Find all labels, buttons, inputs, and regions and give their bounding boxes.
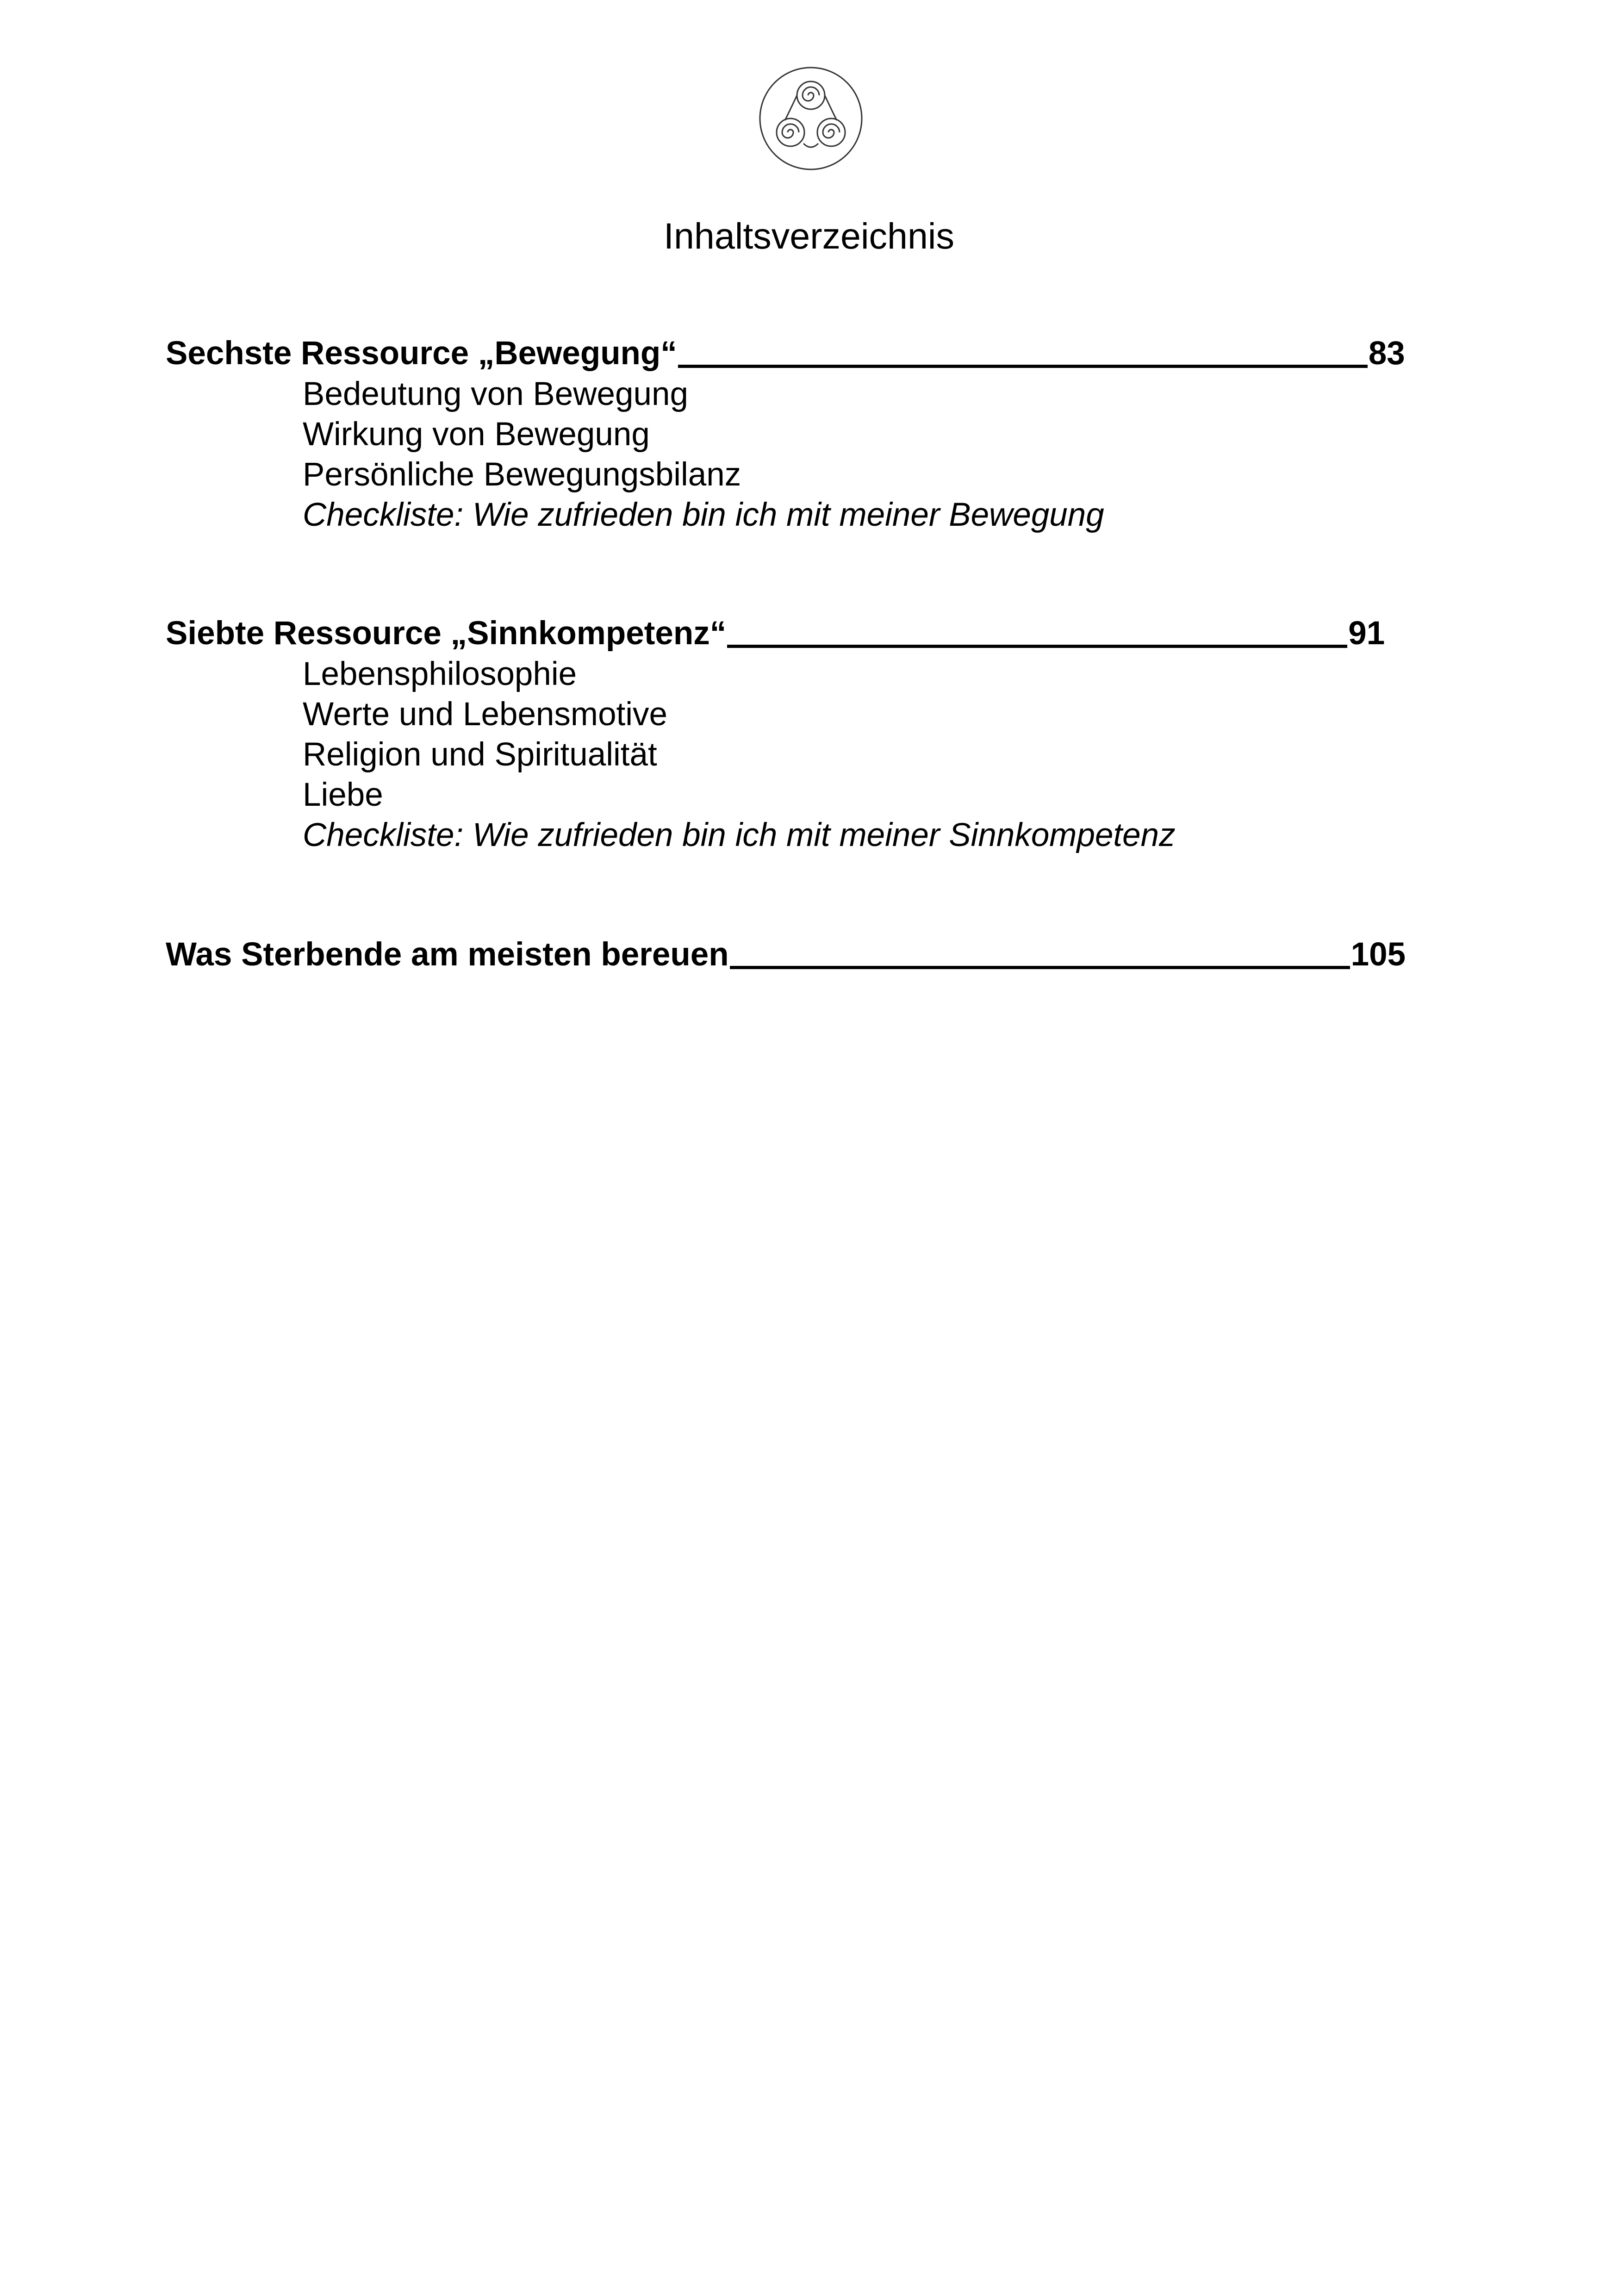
toc-subsection-item[interactable]: Bedeutung von Bewegung xyxy=(303,376,688,412)
toc-page-number: 105 xyxy=(1350,936,1406,973)
toc-subsection-item[interactable]: Religion und Spiritualität xyxy=(303,736,657,773)
toc-subsection-list xyxy=(166,654,1385,855)
toc-section-heading[interactable] xyxy=(166,613,1385,654)
toc-section-heading[interactable] xyxy=(166,333,1405,374)
toc-checklist-item[interactable]: Checkliste: Wie zufrieden bin ich mit meiner Sinnkompetenz xyxy=(303,817,1176,853)
toc-subsection-item[interactable]: Liebe xyxy=(303,777,383,813)
toc-subsection-list xyxy=(166,374,1405,535)
toc-section-title: Was Sterbende am meisten bereuen xyxy=(166,936,729,973)
triskele-spiral-logo-icon xyxy=(757,65,865,172)
page-title: Inhaltsverzeichnis xyxy=(664,215,954,256)
dot-leader-line xyxy=(730,966,1350,969)
dot-leader-line xyxy=(727,645,1347,648)
toc-section-title: Sechste Ressource „Bewegung“ xyxy=(166,335,677,372)
dot-leader-line xyxy=(678,365,1368,368)
toc-section xyxy=(166,333,1405,535)
toc-subsection-item[interactable]: Lebensphilosophie xyxy=(303,656,577,692)
toc-subsection-item[interactable]: Persönliche Bewegungsbilanz xyxy=(303,456,741,493)
toc-subsection-item[interactable]: Wirkung von Bewegung xyxy=(303,416,650,453)
toc-section xyxy=(166,934,1406,975)
toc-section-title: Siebte Ressource „Sinnkompetenz“ xyxy=(166,615,727,652)
toc-page-number: 91 xyxy=(1348,615,1385,652)
toc-section xyxy=(166,613,1385,855)
toc-subsection-item[interactable]: Werte und Lebensmotive xyxy=(303,696,668,733)
toc-section-heading[interactable] xyxy=(166,934,1406,975)
toc-checklist-item[interactable]: Checkliste: Wie zufrieden bin ich mit meiner Bewegung xyxy=(303,497,1104,533)
toc-page-number: 83 xyxy=(1368,335,1405,372)
